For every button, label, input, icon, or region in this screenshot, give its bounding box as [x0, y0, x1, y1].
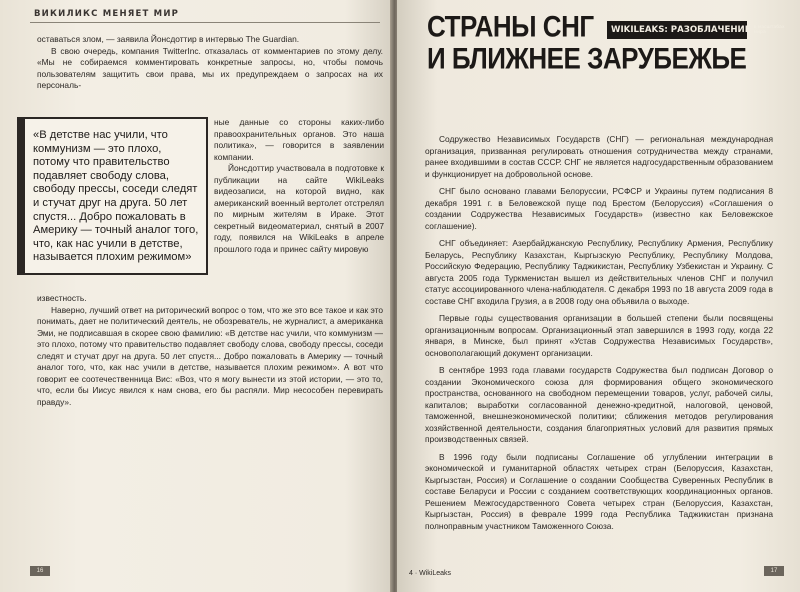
left-bottom-text	[37, 293, 383, 408]
chapter-title	[427, 10, 746, 74]
footer-label: 4 · WikiLeaks	[409, 570, 452, 577]
pull-quote	[17, 117, 208, 275]
paragraph: ные данные со стороны каких-либо правоохранительных органов. Это наша политика», — говорится в заявлении компании.	[214, 117, 384, 162]
paragraph: Наверно, лучший ответ на риторический вопрос о том, что же это все такое и как это понимать, дает не политический деятель, не обозреватель, не журналист, а американка Эми, не подписавшая в скорее свою фамилию: «В детстве нас учили, что коммунизм — это плохо, потому что правительство подавляет свободу слова, свободу прессы, соседи следят и стучат друг на друга. 50 лет спустя... Добро пожаловать в Америку — точный аналог того, что, как нас учили в детстве, называется плохим режимом». А вот что говорит ее соотечественница Вис: «Воз, что я могу вынести из этой истории, — это то, что, если бы Иисус явился к нам снова, его бы распяли. Мир несособен перевирать правду».	[37, 304, 383, 407]
paragraph: оставаться злом, — заявила Йонсдоттир в интервью The Guardian.	[37, 34, 300, 44]
pull-quote-text: «В детстве нас учили, что коммунизм — это плохо, потому что правительство подавляет свободу слова, свободу прессы, соседи следят и стучат друг на друга. 50 лет спустя... Добро пожаловать в Америку — точный аналог того, что, как нас учили в детстве, называется плохим режимом»	[33, 129, 199, 264]
paragraph: Содружество Независимых Государств (СНГ) — региональная международная организация, призванная регулировать отношения сотрудничества между странами, ранее входившими в состав СССР. СНГ не является надгосударственным образованием и функционирует на добровольной основе.	[425, 134, 773, 179]
paragraph: В свою очередь, компания TwitterInc. отказалась от комментариев по этому делу. «Мы не собираемся комментировать конкретные запросы, но, чтобы помочь пользователям защитить свои права, мы их предупреждаем о запросах на их персональ-	[37, 45, 383, 90]
header-rule	[30, 22, 380, 23]
paragraph: известность.	[37, 293, 87, 303]
left-top-text	[37, 34, 383, 92]
left-mid-text	[214, 117, 384, 255]
left-page	[0, 0, 392, 592]
paragraph: В сентябре 1993 года главами государств Содружества был подписан Договор о создании Экономического союза для формирования общего экономического пространства, основанного на свободном перемещении товаров, услуг, рабочей силы, капиталов; выработки согласованной денежно-кредитной, налоговой, ценовой, таможенной, внешнеэкономической политики; сближения методов регулирования хозяйственной деятельности, создания благоприятных условий для развития прямых производственных связей.	[425, 365, 773, 444]
page-number: 17	[764, 566, 784, 576]
page-number: 16	[30, 566, 50, 576]
right-body-text	[425, 134, 773, 538]
paragraph: Йонсдоттир участвовала в подготовке к публикации на сайте WikiLeaks видеозаписи, на которой видно, как американский военный вертолет отстрелял по мирным жителям в Ираке. Этот секретный видеоматериал, снятый в 2007 году, появился на WikiLeaks в апреле прошлого года и принес сайту мировую	[214, 163, 384, 254]
paragraph: В 1996 году были подписаны Соглашение об углублении интеграции в экономической и гуманитарной областях четырех стран (Белоруссия, Казахстан, Кыргызстан, Россия) и Соглашение о создании Сообщества Суверенных Республик в составе Беларуси и России с созданием соответствующих координационных органов. Решением Межгосударственного Совета четырех стран (Белоруссия, Казахстан, Кыргызстан, Россия) в феврале 1999 года Республика Таджикистан признана полноправным участником Таможенного Союза.	[425, 451, 773, 531]
paragraph: Первые годы существования организации в большей степени были посвящены организационным вопросам. Организационный этап завершился в 1993 году, когда 22 января, в Минске, был принят «Устав Содружества Независимых Государств», основополагающий документ организации.	[425, 313, 773, 358]
paragraph: СНГ объединяет: Азербайджанскую Республику, Республику Армения, Республику Беларусь, Республику Казахстан, Кыргызскую Республику, Республику Молдова, Российскую Федерацию, Республику Таджикистан, Республику Узбекистан и Украину. С августа 2005 года Туркменистан вышел из действительных членов СНГ и получил статус ассоциированного члена-наблюдателя. С декабря 1993 по 18 августа 2009 года в составе СНГ входила Грузия, а в 2008 году она объявила о выходе.	[425, 238, 773, 306]
chapter-title-line: И БЛИЖНЕЕ ЗАРУБЕЖЬЕ	[427, 41, 747, 76]
quote-bar	[19, 119, 25, 273]
chapter-title-line: СТРАНЫ СНГ	[427, 8, 594, 44]
paragraph: СНГ было основано главами Белоруссии, РСФСР и Украины путем подписания 8 декабря 1991 г. в Беловежской пуще под Брестом (Белоруссия) «Соглашения о создании Содружества Независимых Государств» (известно как Беловежское соглашение).	[425, 186, 773, 231]
badge-main: WIKILEAKS: РАЗОБЛАЧЕНИЕ	[611, 25, 751, 35]
running-head: ВИКИЛИКС МЕНЯЕТ МИР	[34, 9, 180, 19]
badge-sub: в масштабах мира	[753, 24, 785, 35]
right-page	[397, 0, 800, 592]
section-badge	[607, 21, 785, 39]
